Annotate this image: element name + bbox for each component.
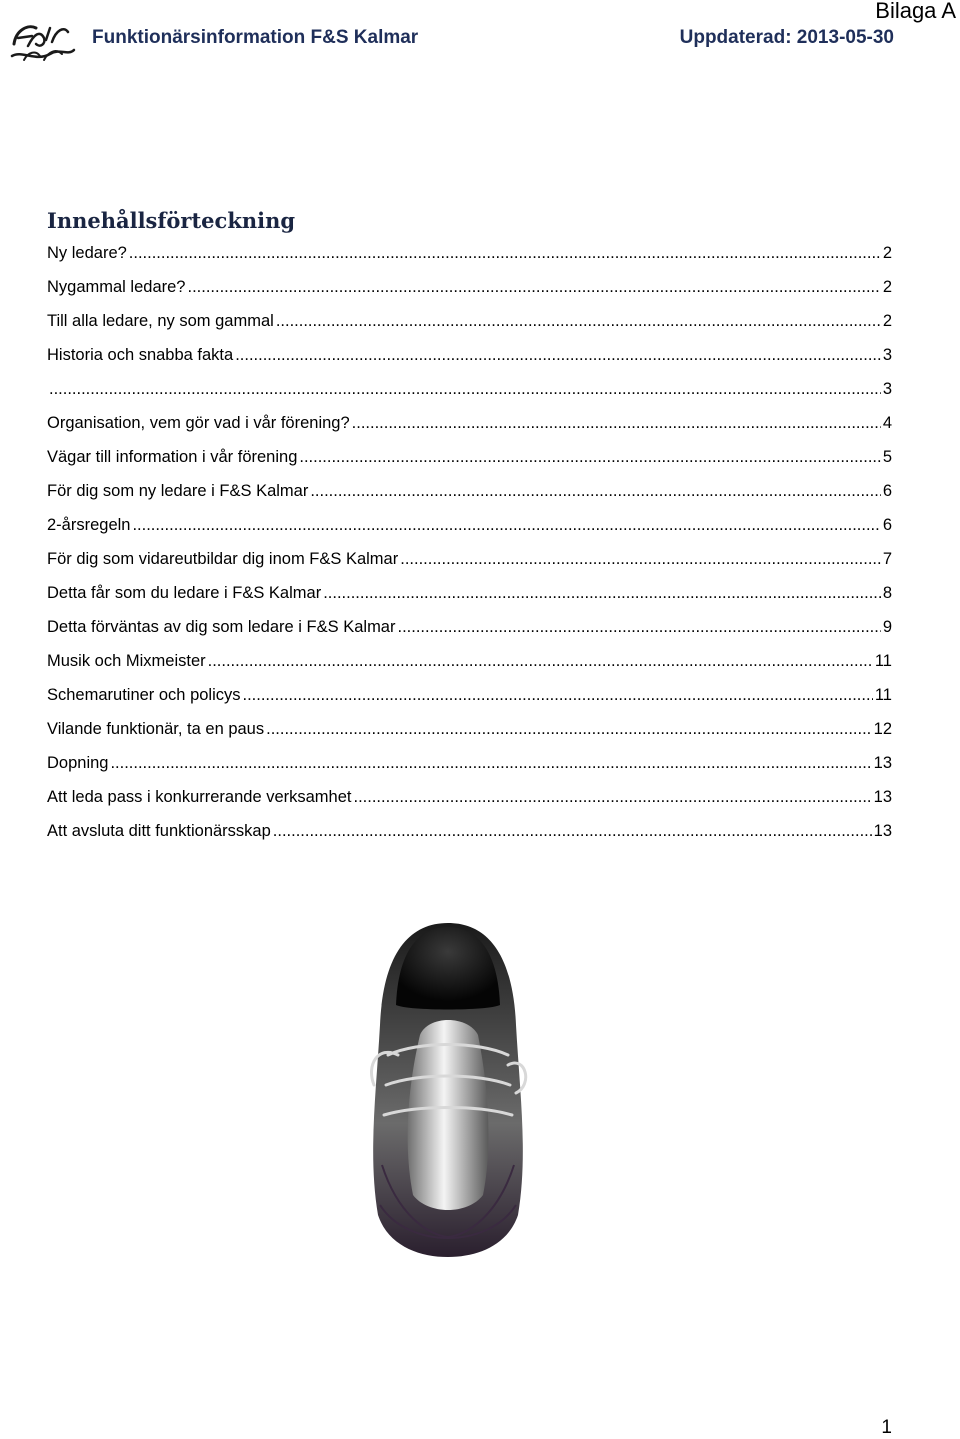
page-number: 1 bbox=[881, 1417, 892, 1438]
toc-leader-dots bbox=[235, 338, 881, 372]
toc-entry-title: Ny ledare? bbox=[47, 244, 127, 262]
toc-leader-dots bbox=[276, 304, 881, 338]
toc-entry-detta-forvantas[interactable] bbox=[47, 610, 892, 644]
toc-entry-avsluta[interactable] bbox=[47, 814, 892, 848]
toc-entry-nygammal-ledare[interactable] bbox=[47, 270, 892, 304]
toc-entry-title: Att leda pass i konkurrerande verksamhet bbox=[47, 788, 352, 806]
toc-entry-page: 5 bbox=[882, 448, 892, 466]
toc-entry-title: Vilande funktionär, ta en paus bbox=[47, 720, 265, 738]
toc-entry-historia[interactable] bbox=[47, 338, 892, 372]
toc-entry-2-arsregeln[interactable] bbox=[47, 508, 892, 542]
toc-entry-untitled[interactable] bbox=[47, 372, 892, 406]
toc-entry-page: 11 bbox=[874, 686, 892, 704]
toc-entry-page: 8 bbox=[882, 584, 892, 602]
toc-leader-dots bbox=[132, 508, 880, 542]
toc-entry-page: 7 bbox=[882, 550, 892, 568]
toc-entry-vilande[interactable] bbox=[47, 712, 892, 746]
friskis-svettis-logo-icon bbox=[6, 16, 78, 66]
toc-leader-dots bbox=[352, 406, 881, 440]
toc-leader-dots bbox=[129, 236, 881, 270]
toc-entry-title: Organisation, vem gör vad i vår förening? bbox=[47, 414, 350, 432]
toc-entry-title: Att avsluta ditt funktionärsskap bbox=[47, 822, 271, 840]
toc-leader-dots bbox=[397, 610, 880, 644]
toc-leader-dots bbox=[310, 474, 880, 508]
toc-leader-dots bbox=[299, 440, 880, 474]
toc-leader-dots bbox=[354, 780, 872, 814]
toc-leader-dots bbox=[208, 644, 873, 678]
toc-entry-vagar-till-information[interactable] bbox=[47, 440, 892, 474]
document-title: Funktionärsinformation F&S Kalmar bbox=[92, 27, 419, 48]
toc-entry-ny-ledare[interactable] bbox=[47, 236, 892, 270]
toc-entry-page: 3 bbox=[882, 346, 892, 364]
toc-entry-konkurrerande[interactable] bbox=[47, 780, 892, 814]
toc-leader-dots bbox=[187, 270, 880, 304]
toc-entry-page: 3 bbox=[882, 380, 892, 398]
toc-leader-dots bbox=[49, 372, 881, 406]
toc-entry-title: Vägar till information i vår förening bbox=[47, 448, 298, 466]
toc-leader-dots bbox=[323, 576, 881, 610]
toc-entry-title: Detta förväntas av dig som ledare i F&S Kalmar bbox=[47, 618, 396, 636]
toc-entry-title: Detta får som du ledare i F&S Kalmar bbox=[47, 584, 322, 602]
toc-leader-dots bbox=[273, 814, 872, 848]
toc-entry-title: Historia och snabba fakta bbox=[47, 346, 234, 364]
toc-entry-vidareutbildar[interactable] bbox=[47, 542, 892, 576]
toc-entry-title: Schemarutiner och policys bbox=[47, 686, 241, 704]
toc-leader-dots bbox=[266, 712, 872, 746]
toc-entry-title: 2-årsregeln bbox=[47, 516, 131, 534]
updated-date: Uppdaterad: 2013-05-30 bbox=[679, 27, 894, 48]
toc-entry-page: 2 bbox=[882, 244, 892, 262]
attachment-label: Bilaga A bbox=[875, 0, 956, 23]
toc-entry-page: 13 bbox=[873, 788, 892, 806]
toc-entry-musik[interactable] bbox=[47, 644, 892, 678]
toc-entry-dopning[interactable] bbox=[47, 746, 892, 780]
toc-entry-page: 9 bbox=[882, 618, 892, 636]
toc-entry-detta-far[interactable] bbox=[47, 576, 892, 610]
toc-entry-title: För dig som vidareutbildar dig inom F&S Kalmar bbox=[47, 550, 399, 568]
toc-entry-page: 11 bbox=[874, 652, 892, 670]
toc-entry-page: 13 bbox=[873, 822, 892, 840]
toc-entry-till-alla-ledare[interactable] bbox=[47, 304, 892, 338]
toc-entry-page: 2 bbox=[882, 312, 892, 330]
toc-entry-page: 4 bbox=[882, 414, 892, 432]
running-shoe-icon bbox=[358, 915, 538, 1260]
toc-leader-dots bbox=[400, 542, 881, 576]
toc-entry-title: För dig som ny ledare i F&S Kalmar bbox=[47, 482, 309, 500]
toc-entry-schemarutiner[interactable] bbox=[47, 678, 892, 712]
table-of-contents bbox=[47, 236, 892, 848]
toc-heading: Innehållsförteckning bbox=[47, 208, 296, 233]
toc-entry-page: 12 bbox=[873, 720, 892, 738]
toc-entry-page: 6 bbox=[882, 482, 892, 500]
toc-entry-title: Musik och Mixmeister bbox=[47, 652, 206, 670]
toc-entry-organisation[interactable] bbox=[47, 406, 892, 440]
toc-entry-page: 13 bbox=[873, 754, 892, 772]
toc-leader-dots bbox=[110, 746, 871, 780]
toc-entry-title: Nygammal ledare? bbox=[47, 278, 186, 296]
toc-entry-page: 6 bbox=[882, 516, 892, 534]
toc-leader-dots bbox=[243, 678, 873, 712]
toc-entry-title: Dopning bbox=[47, 754, 109, 772]
toc-entry-title: Till alla ledare, ny som gammal bbox=[47, 312, 274, 330]
toc-entry-page: 2 bbox=[882, 278, 892, 296]
toc-entry-ny-ledare-fs[interactable] bbox=[47, 474, 892, 508]
